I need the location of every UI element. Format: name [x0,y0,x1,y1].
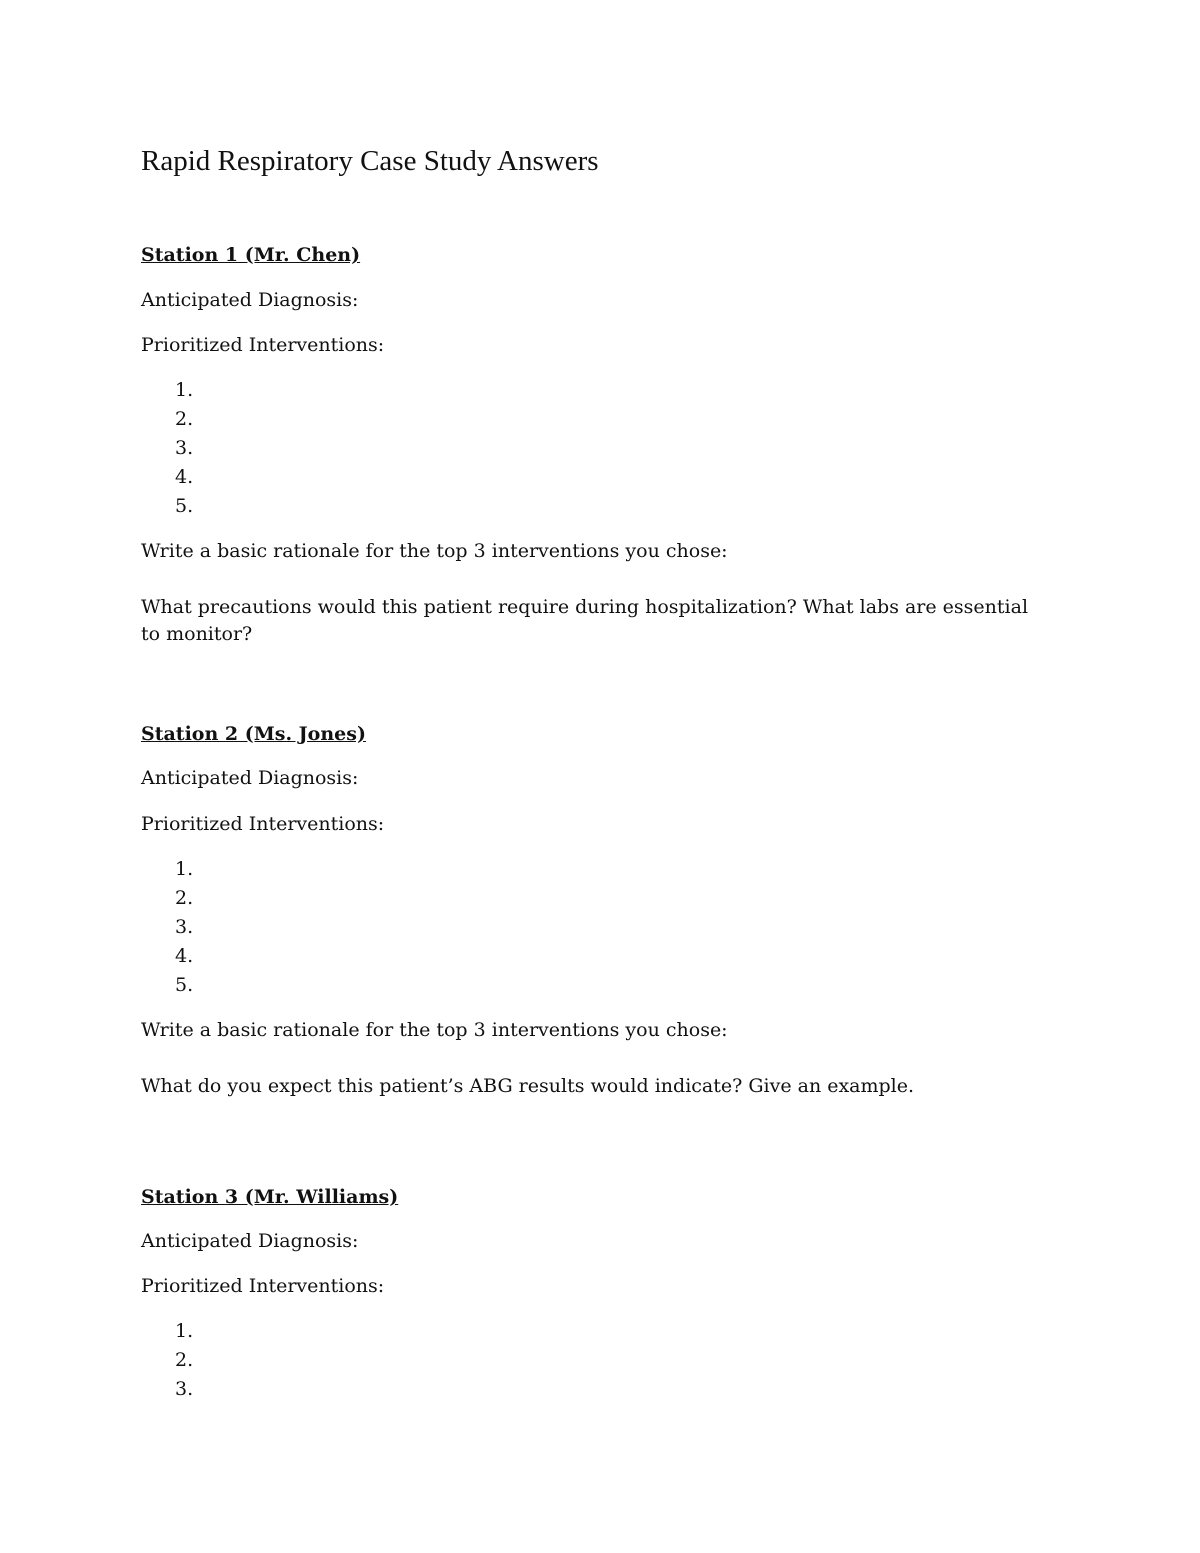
station-2-rationale-prompt: Write a basic rationale for the top 3 interventions you chose: [141,1019,728,1041]
station-2-item-4-number: 4. [175,945,194,967]
station-1-diagnosis-label: Anticipated Diagnosis: [141,289,359,311]
station-3-heading: Station 3 (Mr. Williams) [141,1186,399,1208]
document-title: Rapid Respiratory Case Study Answers [141,145,599,177]
station-2-item-1-number: 1. [175,858,194,880]
station-2-item-2-number: 2. [175,887,194,909]
station-3-diagnosis-label: Anticipated Diagnosis: [141,1230,359,1252]
station-2-interventions-label: Prioritized Interventions: [141,813,385,835]
station-1-item-4-number: 4. [175,466,194,488]
station-1-item-5-number: 5. [175,495,194,517]
station-3-item-1-number: 1. [175,1320,194,1342]
station-1-item-1-number: 1. [175,379,194,401]
station-3-interventions-label: Prioritized Interventions: [141,1275,385,1297]
station-1-item-2-number: 2. [175,408,194,430]
station-2-question: What do you expect this patient’s ABG results would indicate? Give an example. [141,1075,915,1097]
station-2-diagnosis-label: Anticipated Diagnosis: [141,767,359,789]
station-3-item-2-number: 2. [175,1349,194,1371]
station-1-heading: Station 1 (Mr. Chen) [141,244,361,266]
station-1-rationale-prompt: Write a basic rationale for the top 3 interventions you chose: [141,540,728,562]
station-2-item-5-number: 5. [175,974,194,996]
station-2-item-3-number: 3. [175,916,194,938]
station-2-heading: Station 2 (Ms. Jones) [141,723,366,745]
station-3-item-3-number: 3. [175,1378,194,1400]
station-1-question: What precautions would this patient require during hospitalization? What labs are essential to monitor? [141,596,1029,645]
station-1-item-3-number: 3. [175,437,194,459]
station-1-interventions-label: Prioritized Interventions: [141,334,385,356]
